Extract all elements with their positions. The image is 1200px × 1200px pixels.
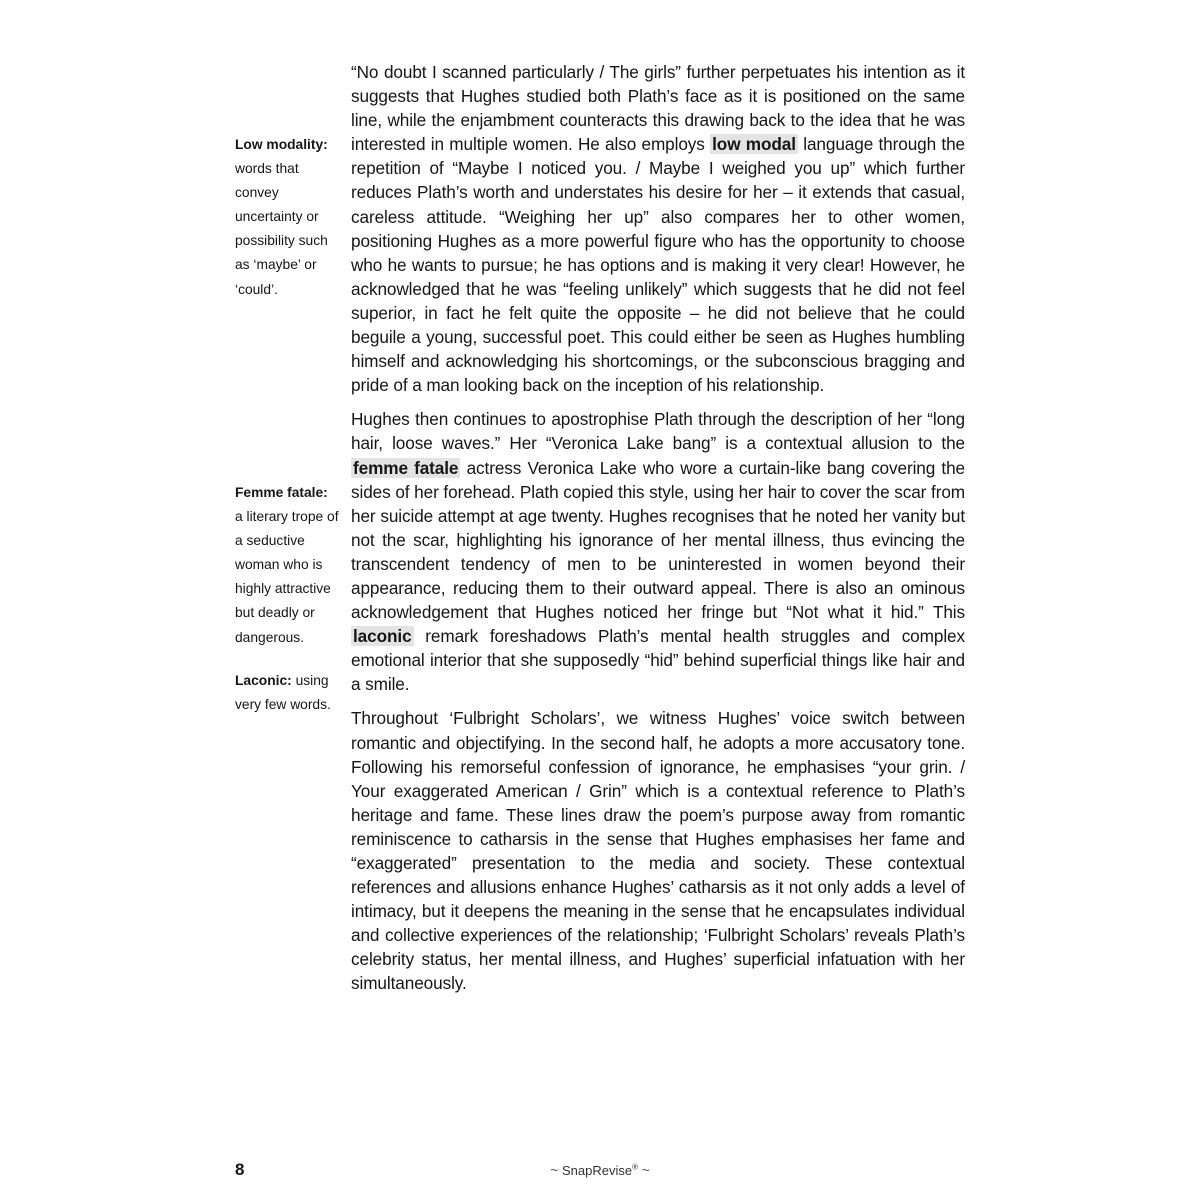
footer-brand — [0, 1162, 1200, 1178]
glossary-note-femme-fatale — [235, 481, 339, 650]
paragraph-text: Hughes then continues to apostrophise Plath through the description of her “long hair, loose waves.” Her “Veronica Lake bang” is a contextual allusion to the — [351, 409, 965, 454]
body-paragraph-2 — [351, 407, 965, 696]
highlighted-term-low-modal: low modal — [712, 134, 796, 155]
brand-name: SnapRevise — [561, 1163, 633, 1178]
glossary-definition: words that convey uncertainty or possibility such as ‘maybe’ or ‘could’. — [235, 161, 328, 297]
tilde-left: ~ — [550, 1162, 559, 1178]
glossary-term: Laconic: — [235, 673, 292, 688]
registered-mark: ® — [632, 1162, 638, 1172]
glossary-definition: a literary trope of a seductive woman who is highly attractive but deadly or dangerous. — [235, 509, 339, 645]
main-text-column — [351, 60, 965, 1006]
glossary-definition: using very few words. — [235, 673, 331, 713]
paragraph-text: “No doubt I scanned particularly / The girls” further perpetuates his intention as it suggests that Hughes studied both Plath’s face as it is positioned on the same line, while the enjambment counteracts this drawing back to the idea that he was interested in multiple women. He also employs — [351, 62, 965, 155]
paragraph-text: actress Veronica Lake who wore a curtain-like bang covering the sides of her forehead. Plath copied this style, using her hair to cover the scar from her suicide attempt at age twenty. Hughes recognises that he noted her vanity but not the scar, highlighting his ignorance of her mental illness, thus evincing the transcendent tendency of men to be uninterested in women beyond their appearance, reducing them to their outward appeal. There is also an ominous acknowledgement that Hughes noticed her fringe but “Not what it hid.” This — [351, 457, 965, 623]
body-paragraph-3: Throughout ‘Fulbright Scholars’, we witness Hughes’ voice switch between romantic and objectifying. In the second half, he adopts a more accusatory tone. Following his remorseful confession of ignorance, he emphasises “your grin. / Your exaggerated American / Grin” which is a contextual reference to Plath’s heritage and fame. These lines draw the poem’s purpose away from romantic reminiscence to catharsis in the sense that Hughes emphasises her fame and “exaggerated” presentation to the media and society. These contextual references and allusions enhance Hughes’ catharsis as it not only adds a level of intimacy, but it deepens the meaning in the sense that he encapsulates individual and collective experiences of the relationship; ‘Fulbright Scholars’ reveals Plath’s celebrity status, her mental illness, and Hughes’ superficial infatuation with her simultaneously. — [351, 708, 965, 994]
glossary-note-laconic — [235, 669, 339, 717]
page-number: 8 — [235, 1160, 245, 1179]
paragraph-text: language through the repetition of “Maybe I noticed you. / Maybe I weighed you up” which further reduces Plath’s worth and understates his desire for her – it extends that casual, careless attitude. “Weighing her up” also compares her to other women, positioning Hughes as a more powerful figure who has the opportunity to choose who he wants to pursue; he has options and is making it very clear! However, he acknowledged that he was “feeling unlikely” which suggests that he did not feel superior, in fact he felt quite the opposite – he did not believe that he could beguile a young, successful poet. This could either be seen as Hughes humbling himself and acknowledging his shortcomings, or the subconscious bragging and pride of a man looking back on the inception of his relationship. — [351, 134, 965, 396]
paragraph-text: remark foreshadows Plath’s mental health struggles and complex emotional interior that she supposedly “hid” behind superficial things like hair and a smile. — [351, 626, 965, 695]
glossary-term: Femme fatale: — [235, 485, 328, 500]
highlighted-term-laconic: laconic — [353, 626, 412, 647]
tilde-right: ~ — [641, 1162, 650, 1178]
glossary-note-low-modality — [235, 133, 339, 302]
highlighted-term-femme-fatale: femme fatale — [353, 457, 459, 478]
body-paragraph-1 — [351, 60, 965, 397]
glossary-term: Low modality: — [235, 137, 328, 152]
